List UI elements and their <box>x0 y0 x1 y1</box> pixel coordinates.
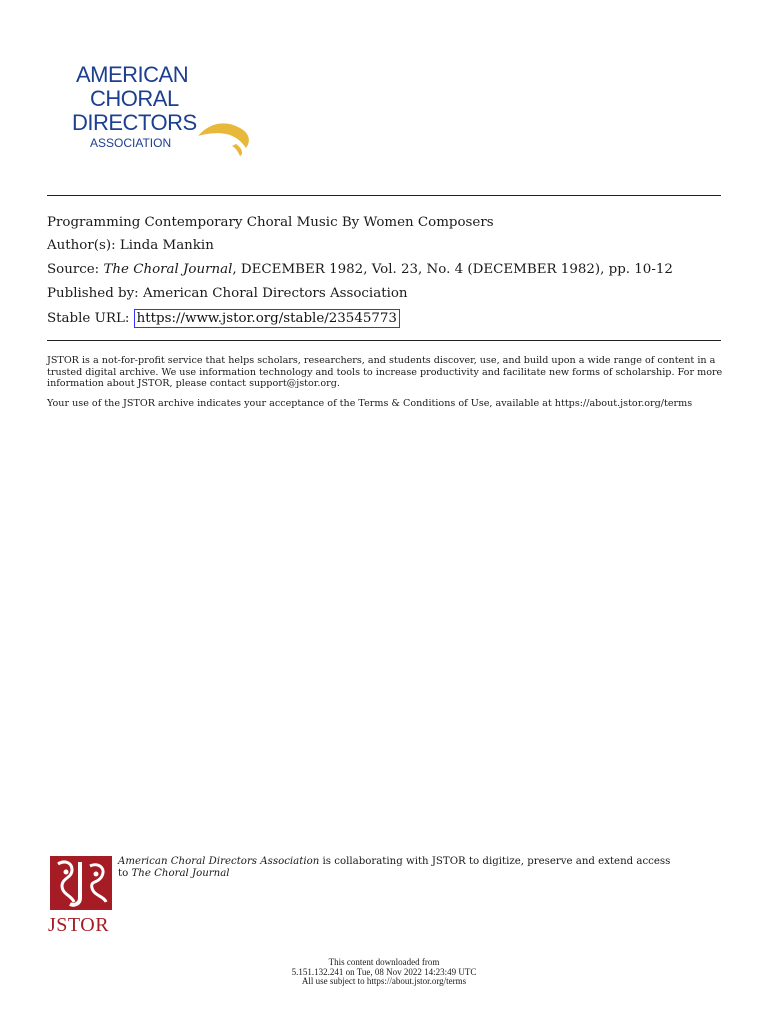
jstor-notice: JSTOR is a not-for-profit service that helps scholars, researchers, and students discover, use, and build upon a wide range of content in a trusted digital archive. We use information technology and tools to increase productivity and facilitate new forms of scholarship. For more information about JSTOR, please contact support@jstor.org. <box>47 355 723 390</box>
stable-url-link[interactable]: https://www.jstor.org/stable/23545773 <box>134 309 400 328</box>
swoosh-icon <box>196 114 256 158</box>
collaboration-note <box>118 856 678 880</box>
footer-line-3: All use subject to https://about.jstor.org/terms <box>301 976 467 987</box>
publisher-label: Published by: <box>47 286 139 301</box>
publisher-name: American Choral Directors Association <box>142 286 408 301</box>
footer-line-2: 5.151.132.241 on Tue, 08 Nov 2022 14:23:49 UTC <box>291 966 477 977</box>
author-label: Author(s): <box>47 238 116 253</box>
stable-url-label: Stable URL: <box>47 311 130 326</box>
jstor-emblem-icon <box>50 856 112 910</box>
download-footer <box>0 958 768 987</box>
logo-line-american: AMERICAN <box>76 62 189 87</box>
footer-line-1: This content downloaded from <box>328 957 440 967</box>
collab-org: American Choral Directors Association <box>118 856 320 867</box>
publisher-line <box>47 287 408 300</box>
top-divider <box>47 195 721 196</box>
collab-text: is collaborating with JSTOR to digitize, preserve and extend access to <box>118 856 671 880</box>
source-label: Source: <box>47 262 100 277</box>
logo-line-choral: CHORAL <box>90 86 179 111</box>
middle-divider <box>47 340 721 341</box>
source-journal: The Choral Journal <box>103 262 233 277</box>
author-name: Linda Mankin <box>119 238 214 253</box>
source-details: , DECEMBER 1982, Vol. 23, No. 4 (DECEMBER 1982), pp. 10-12 <box>232 262 673 277</box>
terms-notice: Your use of the JSTOR archive indicates your acceptance of the Terms & Conditions of Use, available at https://about.jstor.org/terms <box>47 398 693 409</box>
author-line <box>47 239 214 252</box>
stable-url-line <box>47 312 400 325</box>
acda-logo <box>66 62 256 162</box>
jstor-logo <box>50 856 114 936</box>
logo-line-directors: DIRECTORS <box>72 110 197 135</box>
collab-journal: The Choral Journal <box>131 868 230 880</box>
jstor-wordmark: JSTOR <box>48 914 110 936</box>
logo-line-association: ASSOCIATION <box>90 136 172 150</box>
source-line <box>47 263 673 276</box>
article-title: Programming Contemporary Choral Music By Women Composers <box>47 215 494 230</box>
